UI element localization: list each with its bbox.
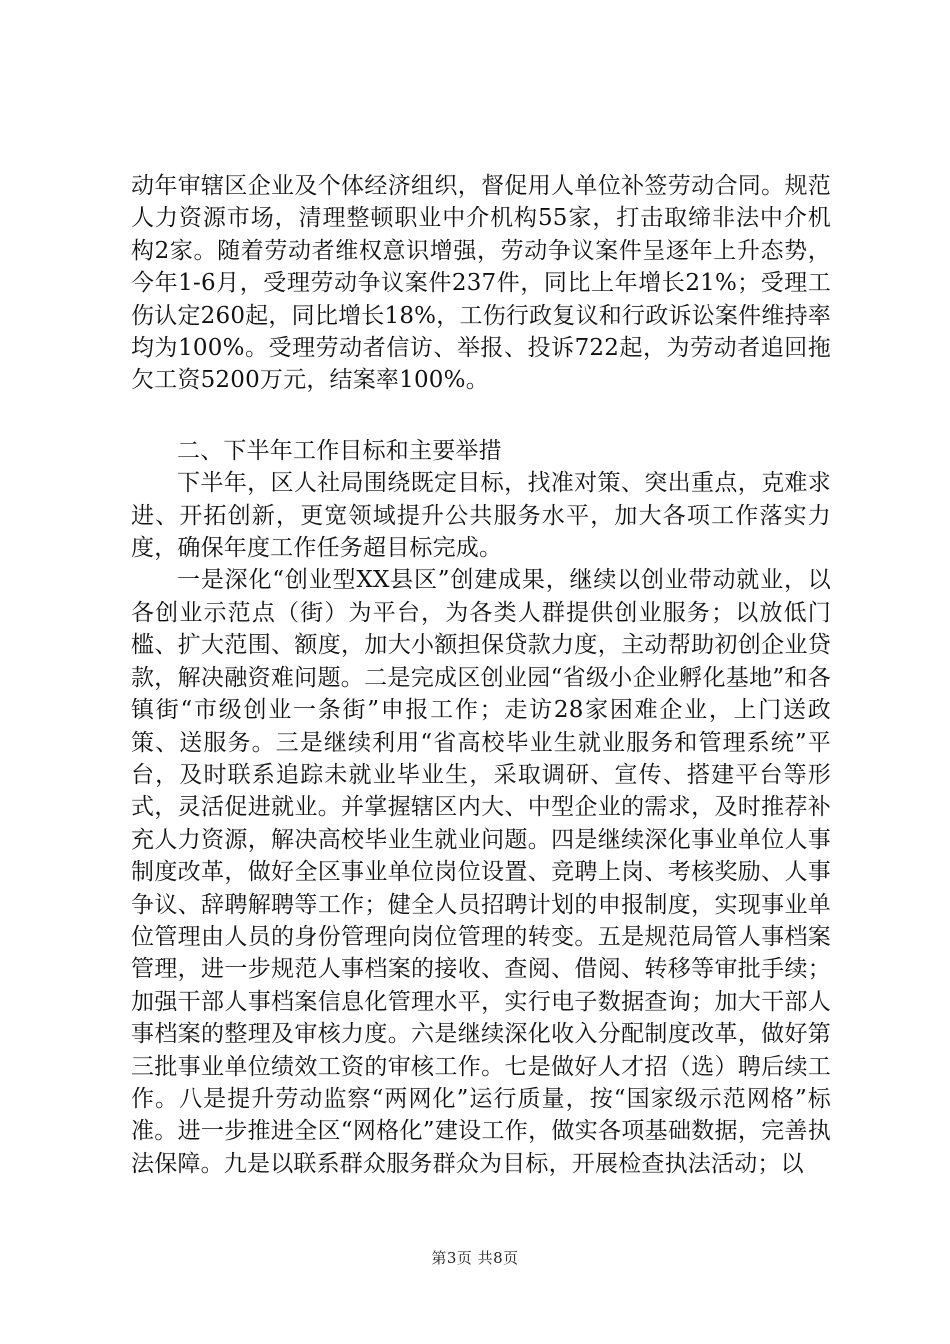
- paragraph-continued: 动年审辖区企业及个体经济组织，督促用人单位补签劳动合同。规范人力资源市场，清理整顿职业中介机构55家，打击取缔非法中介机构2家。随着劳动者维权意识增强，劳动争议案件呈逐年上升态势，今年1-6月，受理劳动争议案件237件，同比上年增长21%；受理工伤认定260起，同比增长18%，工伤行政复议和行政诉讼案件维持率均为100%。受理劳动者信访、举报、投诉722起，为劳动者追回拖欠工资5200万元，结案率100%。: [131, 173, 831, 394]
- paragraph-measures: 一是深化“创业型XX县区”创建成果，继续以创业带动就业，以各创业示范点（街）为平台，为各类人群提供创业服务；以放低门槛、扩大范围、额度，加大小额担保贷款力度，主动帮助初创企业贷款，解决融资难问题。二是完成区创业园“省级小企业孵化基地”和各镇街“市级创业一条街”申报工作；走访28家困难企业，上门送政策、送服务。三是继续利用“省高校毕业生就业服务和管理系统”平台，及时联系追踪未就业毕业生，采取调研、宣传、搭建平台等形式，灵活促进就业。并掌握辖区内大、中型企业的需求，及时推荐补充人力资源，解决高校毕业生就业问题。四是继续深化事业单位人事制度改革，做好全区事业单位岗位设置、竞聘上岗、考核奖励、人事争议、辞聘解聘等工作；健全人员招聘计划的申报制度，实现事业单位管理由人员的身份管理向岗位管理的转变。五是规范局管人事档案管理，进一步规范人事档案的接收、查阅、借阅、转移等审批手续；加强干部人事档案信息化管理水平，实行电子数据查询；加大干部人事档案的整理及审核力度。六是继续深化收入分配制度改革，做好第三批事业单位绩效工资的审核工作。七是做好人才招（选）聘后续工作。八是提升劳动监察“两网化”运行质量，按“国家级示范网格”标准。进一步推进全区“网格化”建设工作，做实各项基础数据，完善执法保障。九是以联系群众服务群众为目标，开展检查执法活动；以: [131, 567, 831, 1177]
- document-body: [131, 170, 831, 1180]
- section-heading: 二、下半年工作目标和主要举措: [177, 437, 502, 464]
- page-footer: 第3页 共8页: [431, 1249, 519, 1267]
- paragraph-intro: 下半年，区人社局围绕既定目标，找准对策、突出重点，克难求进、开拓创新，更宽领域提升公共服务水平，加大各项工作落实力度，确保年度工作任务超目标完成。: [131, 470, 831, 562]
